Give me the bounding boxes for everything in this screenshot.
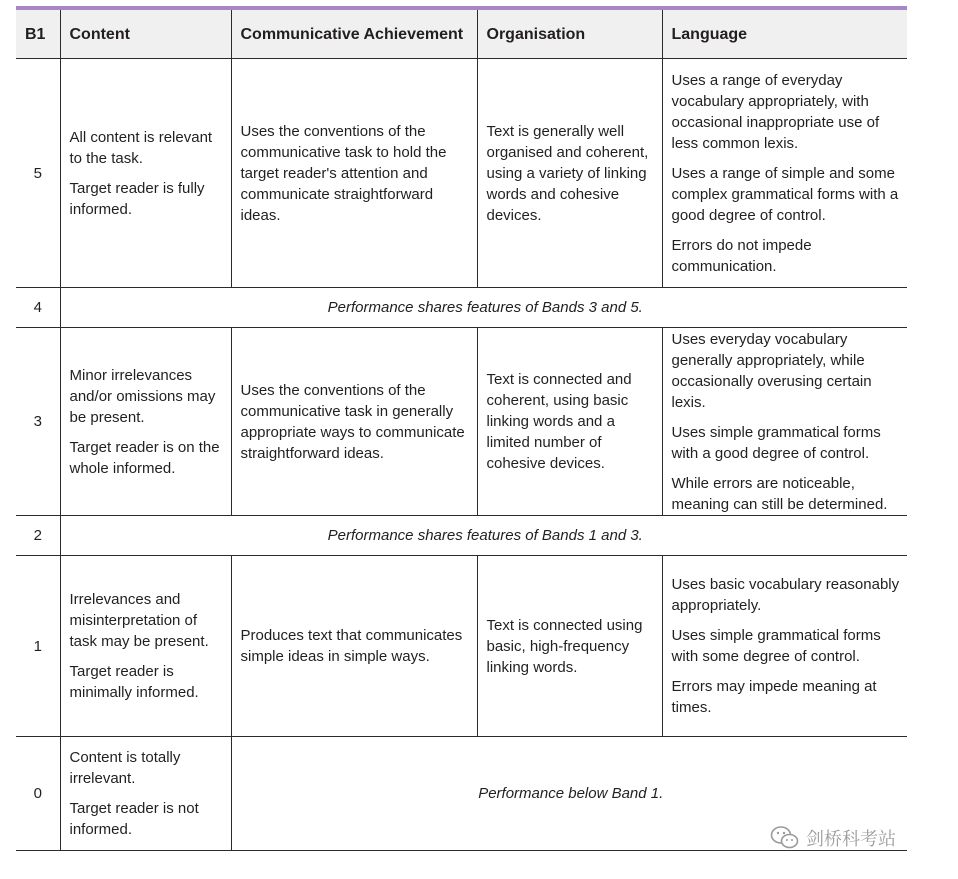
content-text: Target reader is not informed. (69, 800, 199, 838)
band-5-row (16, 59, 907, 288)
language-text: Uses a range of everyday vocabulary appropriately, with occasional inappropriate use of less common lexis. (671, 71, 880, 152)
band-number: 5 (16, 59, 60, 288)
content-cell (60, 59, 231, 288)
content-text: All content is relevant to the task. (69, 128, 213, 167)
content-cell (60, 328, 231, 516)
communicative-achievement-cell (231, 556, 477, 737)
language-cell (662, 59, 907, 288)
language-text: Uses basic vocabulary reasonably appropriately. (671, 576, 900, 614)
wechat-icon (770, 825, 800, 851)
content-text: Minor irrelevances and/or omissions may be present. (69, 366, 216, 426)
shared-features-text: Performance shares features of Bands 1 and 3. (60, 516, 907, 556)
language-cell (662, 556, 907, 737)
content-text: Target reader is on the whole informed. (69, 438, 220, 477)
content-cell (60, 737, 231, 851)
language-text: While errors are noticeable, meaning can still be determined. (671, 474, 888, 513)
header-content: Content (60, 10, 231, 59)
content-text: Target reader is fully informed. (69, 179, 205, 218)
communicative-achievement-text: Produces text that communicates simple ideas in simple ways. (240, 627, 463, 665)
communicative-achievement-cell (231, 59, 477, 288)
content-cell (60, 556, 231, 737)
organisation-text: Text is connected and coherent, using basic linking words and a limited number of cohesive devices. (486, 371, 632, 472)
organisation-cell (477, 328, 662, 516)
header-organisation: Organisation (477, 10, 662, 59)
language-text: Uses simple grammatical forms with some degree of control. (671, 627, 881, 665)
header-band: B1 (16, 10, 60, 59)
organisation-text: Text is connected using basic, high-frequency linking words. (486, 616, 643, 676)
communicative-achievement-text: Uses the conventions of the communicative task in generally appropriate ways to communicate straightforward ideas. (240, 381, 465, 462)
content-text: Content is totally irrelevant. (69, 749, 181, 787)
content-text: Target reader is minimally informed. (69, 663, 199, 701)
band-number: 1 (16, 556, 60, 737)
language-cell (662, 328, 907, 516)
content-text: Irrelevances and misinterpretation of task may be present. (69, 591, 209, 650)
band-number: 0 (16, 737, 60, 851)
header-language: Language (662, 10, 907, 59)
language-text: Uses everyday vocabulary generally appropriately, while occasionally overusing certain lexis. (671, 330, 872, 411)
organisation-cell (477, 59, 662, 288)
header-row (16, 10, 907, 59)
organisation-cell (477, 556, 662, 737)
language-text: Errors may impede meaning at times. (671, 678, 877, 716)
band-1-row (16, 556, 907, 737)
band-number: 2 (16, 516, 60, 556)
communicative-achievement-cell (231, 328, 477, 516)
band-4-row (16, 288, 907, 328)
band-number: 3 (16, 328, 60, 516)
language-text: Uses simple grammatical forms with a good degree of control. (671, 423, 881, 462)
language-text: Errors do not impede communication. (671, 236, 812, 275)
band-number: 4 (16, 288, 60, 328)
organisation-text: Text is generally well organised and coherent, using a variety of linking words and cohesive devices. (486, 122, 649, 224)
language-text: Uses a range of simple and some complex grammatical forms with a good degree of control. (671, 164, 899, 224)
shared-features-text: Performance below Band 1. (231, 737, 907, 851)
band-3-row (16, 328, 907, 516)
header-communicative-achievement: Communicative Achievement (231, 10, 477, 59)
assessment-scale-table (16, 10, 907, 851)
watermark (770, 824, 896, 852)
shared-features-text: Performance shares features of Bands 3 and 5. (60, 288, 907, 328)
watermark-text: 剑桥科考站 (806, 829, 896, 849)
communicative-achievement-text: Uses the conventions of the communicative task to hold the target reader's attention and communicate straightforward ideas. (240, 122, 447, 224)
band-2-row (16, 516, 907, 556)
